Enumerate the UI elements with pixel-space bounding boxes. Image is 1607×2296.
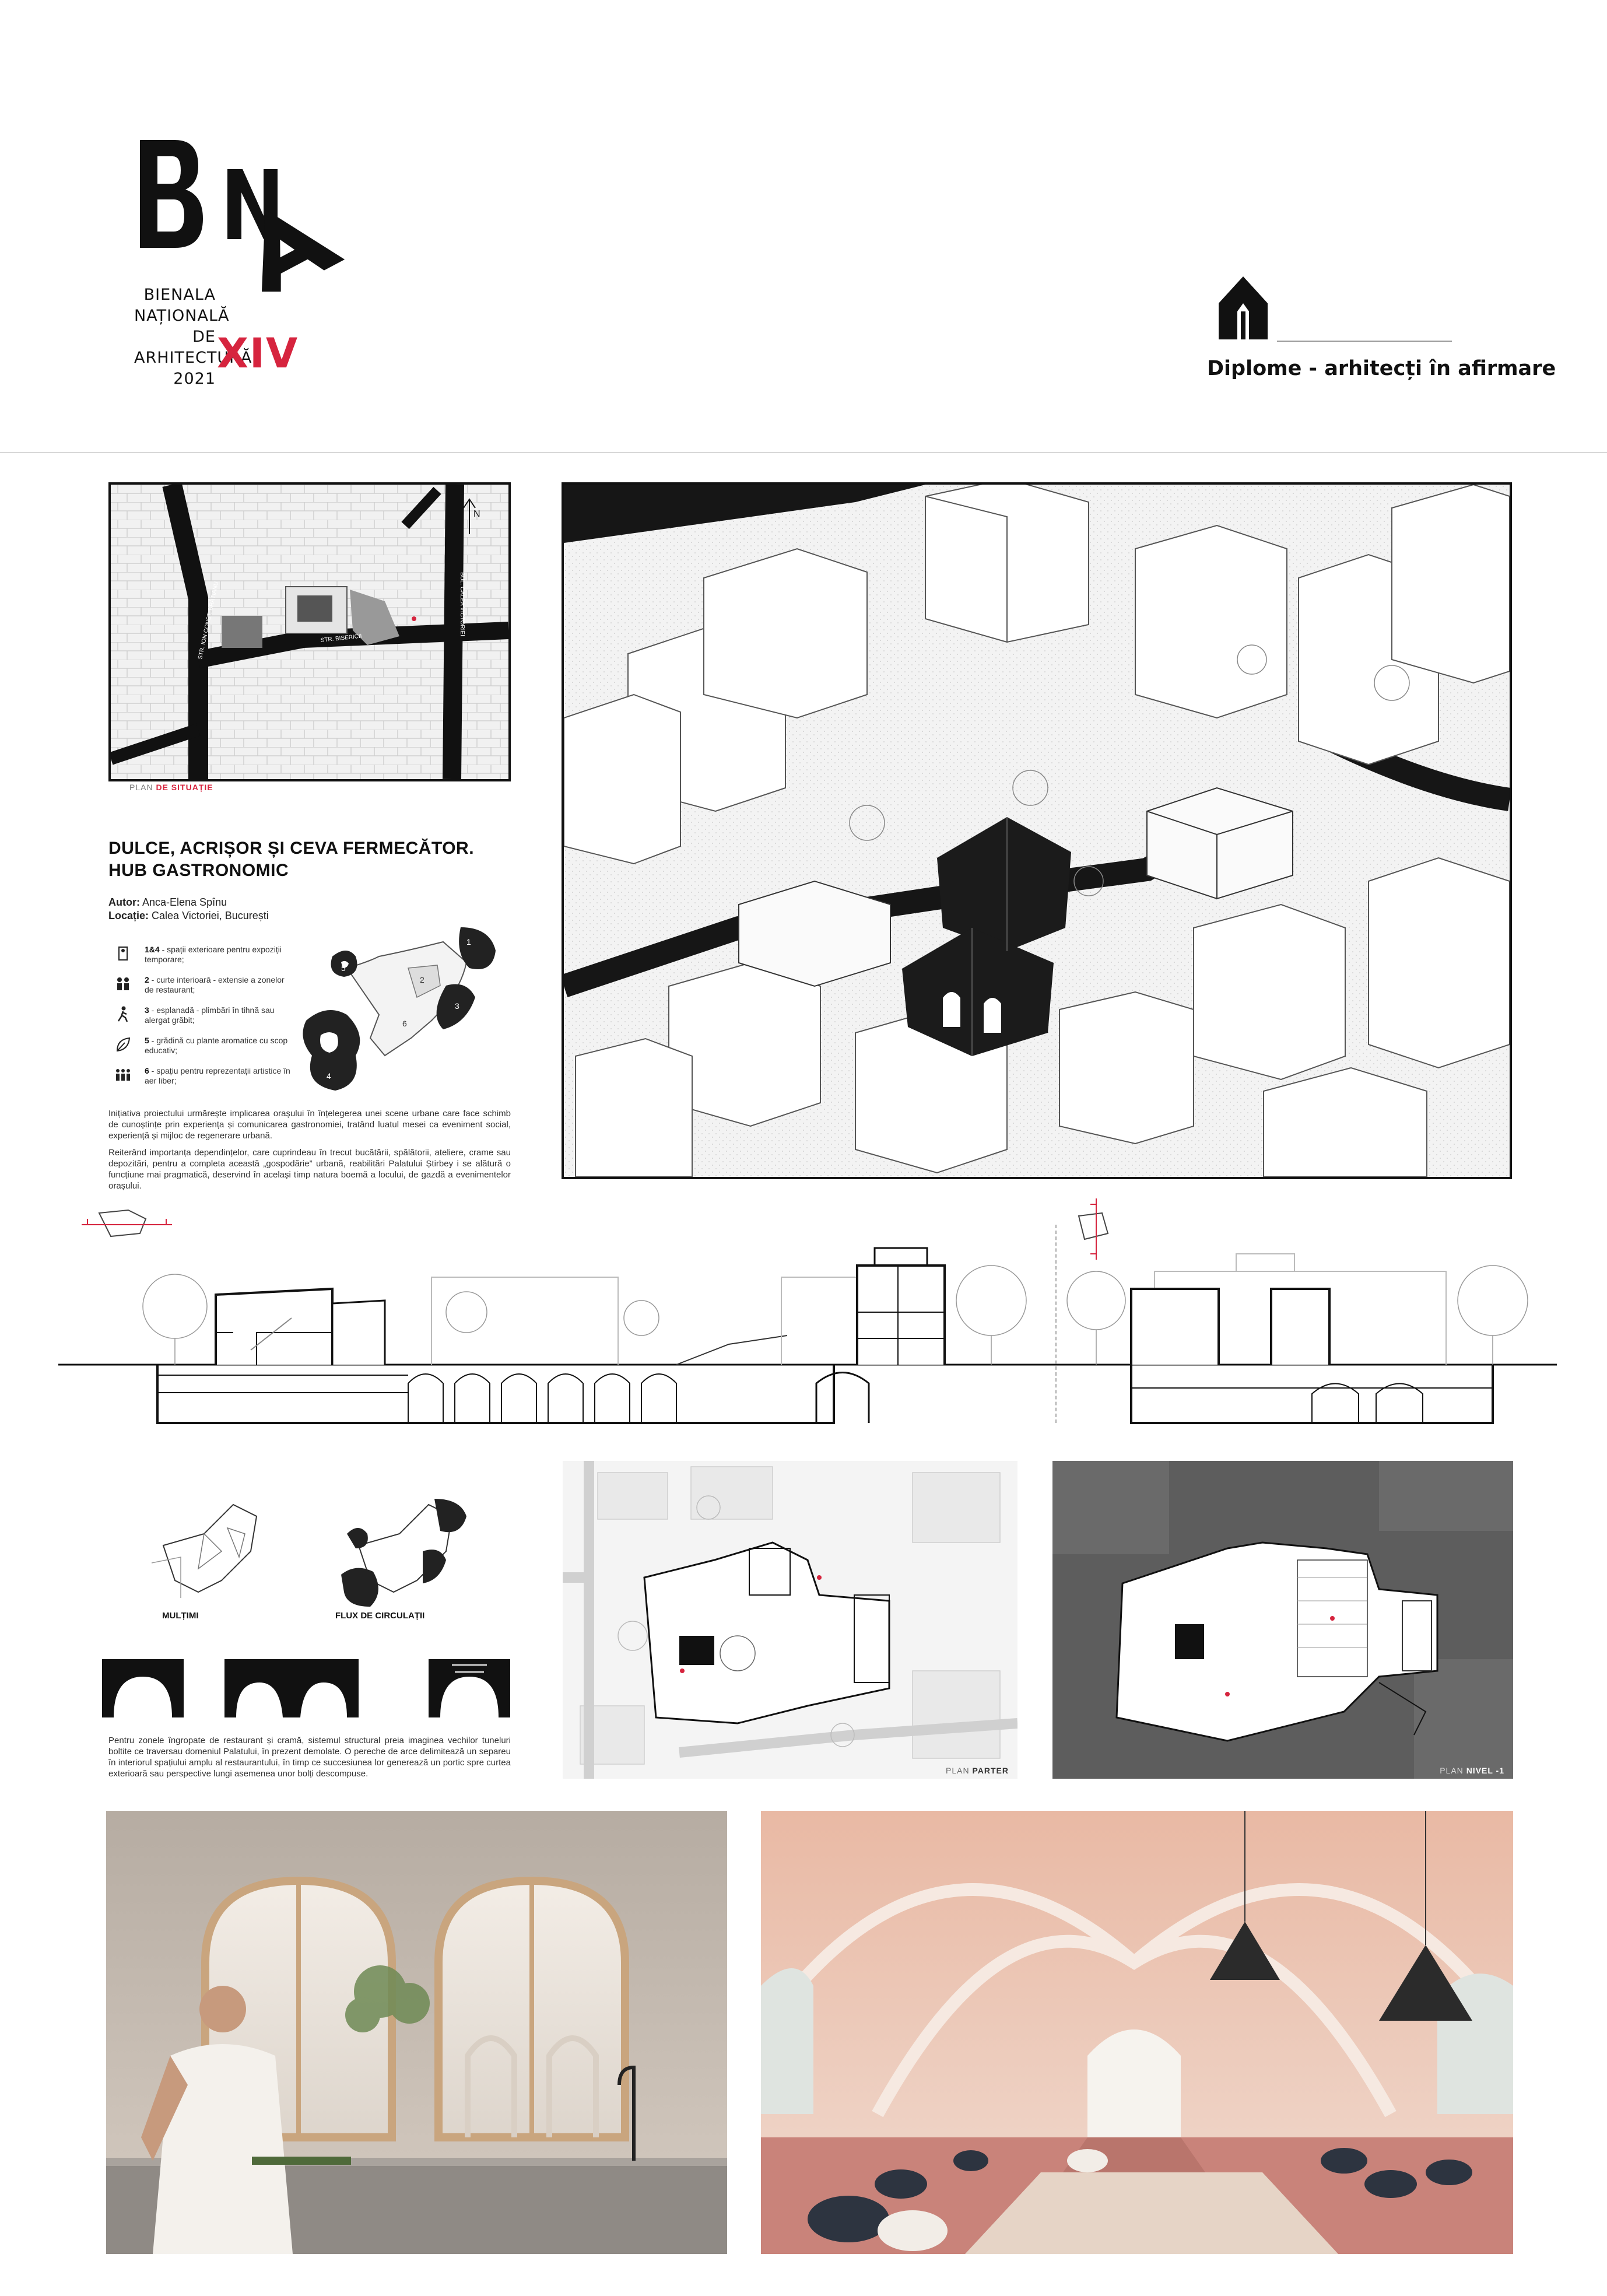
legend-item — [145, 975, 290, 995]
north-label: N — [473, 509, 480, 519]
header — [0, 0, 1607, 455]
vault-diagrams — [102, 1659, 510, 1723]
project-title — [108, 837, 474, 882]
vault-description: Pentru zonele îngropate de restaurant și cramă, sistemul structural preia imaginea vechilor tuneluri boltite ce traversau domeniul Palatului, în prezent demolate. O pereche de arce delimitează un separeu în interiorul spațiului amplu al restaurantului, în timp ce succesiunea lor generează un portic spre curtea exterioară sau perspective lungi asemenea unor bolți descompuse. — [108, 1736, 511, 1779]
location-label: Locație: — [108, 910, 149, 921]
legend-num: 1&4 — [145, 945, 160, 954]
zone-number: 1 — [466, 937, 471, 947]
plan-parter — [563, 1461, 1017, 1779]
render-kitchen — [106, 1811, 727, 2254]
legend-item — [145, 1036, 290, 1056]
author-name: Anca-Elena Spînu — [142, 896, 227, 908]
zone-number: 3 — [455, 1001, 459, 1011]
legend-num: 2 — [145, 975, 149, 984]
exhibition-icon — [114, 945, 132, 962]
logo-line: DE — [192, 328, 216, 346]
section-separator — [1055, 1225, 1057, 1423]
legend-num: 6 — [145, 1066, 149, 1075]
legend-text: - esplanadă - plimbări în tihnă sau alergat grăbit; — [145, 1005, 275, 1025]
legend-text: - curte interioară - extensie a zonelor de restaurant; — [145, 975, 285, 994]
header-rule — [1277, 341, 1452, 342]
caption-prefix: PLAN — [1440, 1766, 1464, 1775]
plan-nivel-caption — [1440, 1766, 1504, 1775]
title-line-2: HUB GASTRONOMIC — [108, 861, 289, 880]
site-plan-caption — [129, 783, 213, 792]
project-description — [108, 1108, 511, 1191]
site-plan-map — [108, 482, 511, 781]
axonometric-view — [562, 482, 1512, 1179]
plan-parter-caption — [946, 1766, 1009, 1775]
logo-line: NAȚIONALĂ — [134, 307, 230, 325]
project-credits — [108, 896, 269, 923]
street-label: BUL. CALEA VICTORIEI — [459, 572, 465, 636]
top-divider — [0, 452, 1607, 453]
section-title: Diplome - arhitecți în afirmare — [1207, 357, 1556, 380]
pencil-icon — [1214, 274, 1272, 344]
logo-line: 2021 — [173, 370, 216, 388]
description-paragraph: Reiterând importanța dependințelor, care cuprindeau în trecut bucătării, spălătorii, ateliere, crame sau depozitări, pentru a completa această „gospodărie” urbană, reabilitări Palatului Știrbey i se alătură o funcțiune mai pragmatică, deservind în același timp natura boemă a locului, de gazdă a evenimentelor orașului. — [108, 1148, 511, 1191]
legend-text: - grădină cu plante aromatice cu scop educativ; — [145, 1036, 288, 1055]
caption-main: DE SITUAȚIE — [156, 783, 213, 792]
legend-item — [145, 1066, 290, 1086]
caption-main: PARTER — [972, 1766, 1009, 1775]
zones-diagram — [292, 910, 513, 1102]
audience-icon — [114, 1066, 132, 1084]
multimi-diagram — [146, 1493, 280, 1610]
walking-icon — [114, 1005, 132, 1023]
description-paragraph: Inițiativa proiectului urmărește implicarea orașului în înțelegerea unei scene urbane care face schimb de cunoștințe prin experiența și comunicarea gastronomiei, tratând luatul mesei ca eveniment social, experiență și mijloc de regenerare urbană. — [108, 1109, 511, 1141]
zone-number: 6 — [402, 1019, 407, 1028]
street-label: STR. BISERICII — [320, 633, 363, 644]
caption-prefix: PLAN — [129, 783, 153, 792]
legend-item — [145, 1005, 290, 1025]
logo-text — [134, 285, 252, 390]
zone-number: 2 — [420, 975, 424, 984]
legend-num: 3 — [145, 1005, 149, 1015]
caption-main: NIVEL -1 — [1466, 1766, 1504, 1775]
longitudinal-section — [58, 1231, 1061, 1440]
legend-text: - spații exterioare pentru expoziții temporare; — [145, 945, 282, 964]
zone-number: 4 — [327, 1071, 331, 1081]
people-icon — [114, 975, 132, 993]
legend-text: - spațiu pentru reprezentații artistice în aer liber; — [145, 1066, 290, 1085]
bna-logo — [134, 134, 350, 292]
flux-label: FLUX DE CIRCULAȚII — [335, 1611, 425, 1621]
location-value: Calea Victoriei, București — [152, 910, 269, 921]
caption-prefix: PLAN — [946, 1766, 970, 1775]
legend-item — [145, 945, 290, 965]
title-line-1: DULCE, ACRIȘOR ȘI CEVA FERMECĂTOR. — [108, 839, 475, 858]
flux-diagram — [335, 1493, 475, 1610]
leaf-icon — [114, 1036, 132, 1053]
author-label: Autor: — [108, 896, 140, 908]
plan-nivel-minus-1 — [1052, 1461, 1513, 1779]
zone-number: 5 — [341, 963, 346, 973]
legend-num: 5 — [145, 1036, 149, 1045]
logo-line: BIENALA — [143, 286, 216, 304]
render-restaurant — [761, 1811, 1513, 2254]
logo-line: ARHITECTURĂ — [134, 349, 252, 367]
street-label: STR. ION CONST. BRĂTIANU — [197, 581, 220, 660]
multimi-label: MULȚIMI — [162, 1611, 199, 1621]
edition-number: XIV — [217, 329, 299, 377]
cross-section — [1061, 1231, 1557, 1440]
